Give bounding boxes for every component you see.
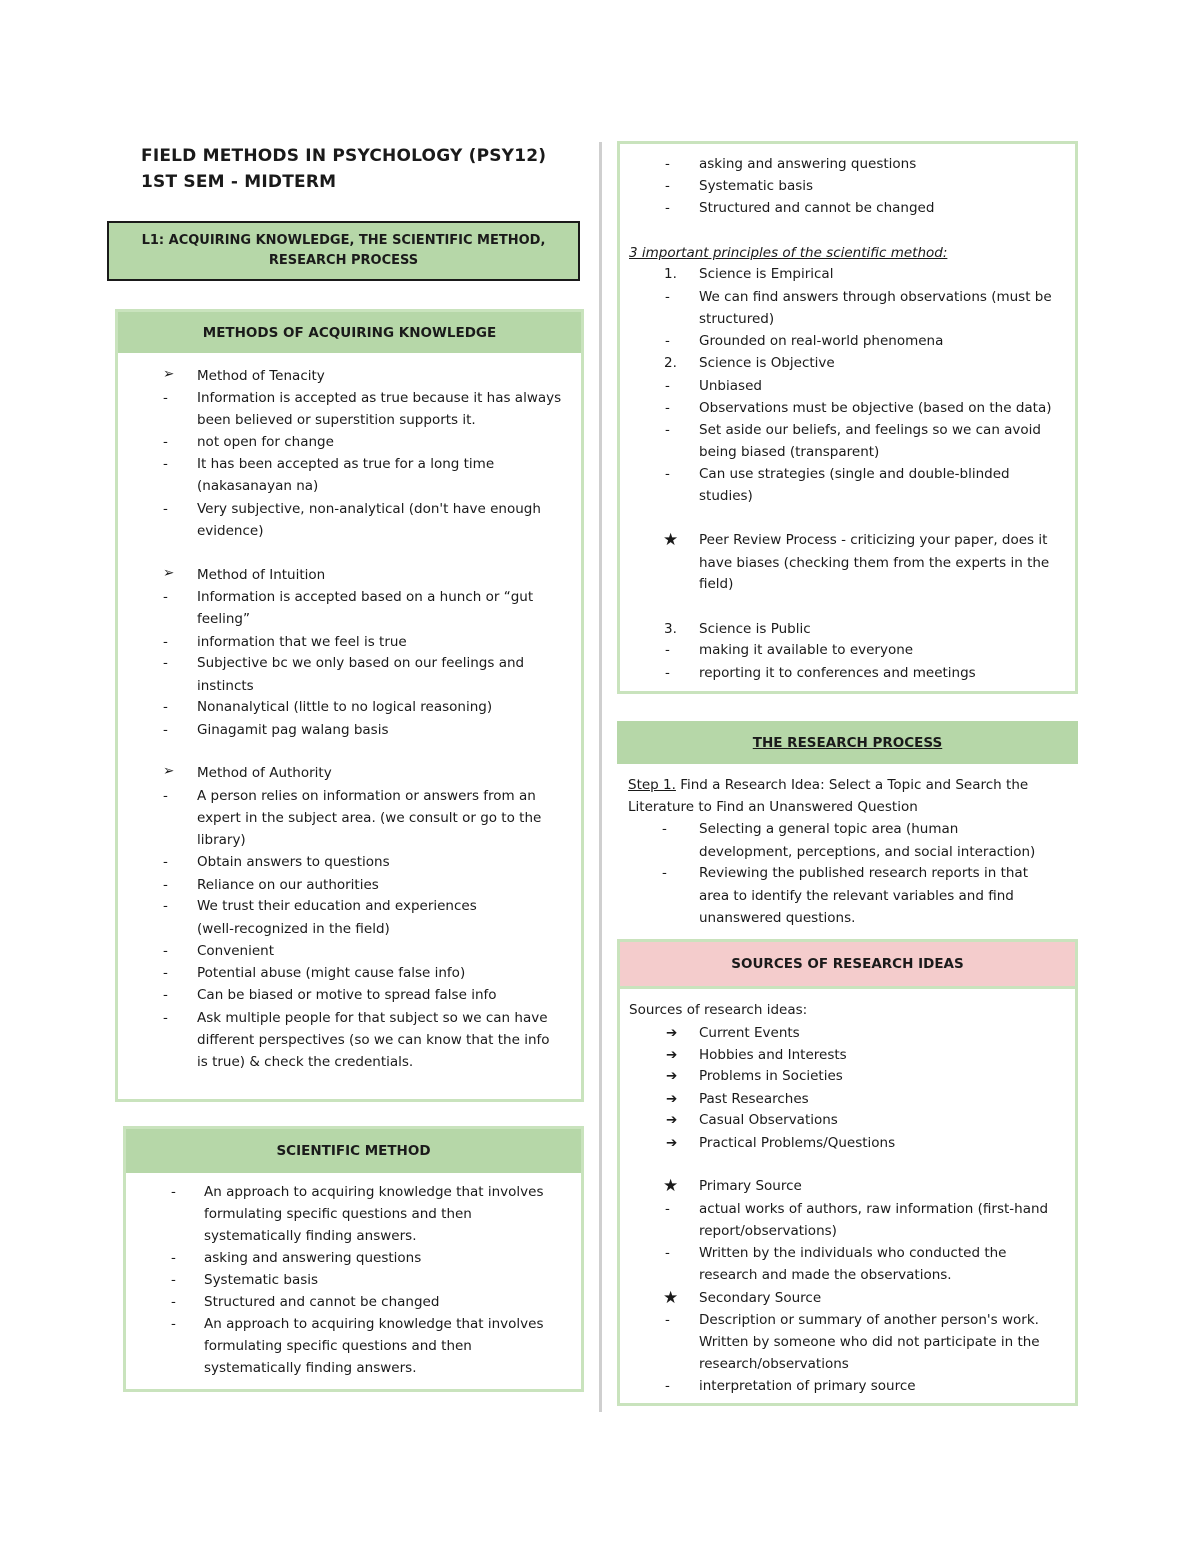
title-line-2: 1ST SEM - MIDTERM <box>141 172 337 192</box>
dash-bullet: - <box>665 665 670 681</box>
lesson-title-box <box>107 221 580 281</box>
arrowhead-bullet-icon: ➢ <box>163 763 175 779</box>
scientific-method-panel <box>123 1126 584 1392</box>
dash-bullet: - <box>163 898 168 914</box>
dash-bullet: - <box>163 456 168 472</box>
dash-bullet: - <box>665 378 670 394</box>
scientific-line: formulating specific questions and then <box>204 1338 472 1354</box>
primary-source-line: research and made the observations. <box>699 1267 952 1283</box>
step-1-line-2: Literature to Find an Unanswered Question <box>628 799 918 815</box>
authority-line: expert in the subject area. (we consult or go to the <box>197 810 542 826</box>
dash-bullet: - <box>665 400 670 416</box>
dash-bullet: - <box>163 501 168 517</box>
sources-panel <box>617 939 1078 1406</box>
dash-bullet: - <box>665 333 670 349</box>
sources-intro: Sources of research ideas: <box>629 1002 808 1018</box>
lesson-title-line-1: L1: ACQUIRING KNOWLEDGE, THE SCIENTIFIC METHOD, <box>141 233 546 248</box>
tenacity-line: Very subjective, non-analytical (don't have enough <box>197 501 541 517</box>
intuition-line: Information is accepted based on a hunch or “gut <box>197 589 534 605</box>
arrowhead-bullet-icon: ➢ <box>163 565 175 581</box>
continued-line: Systematic basis <box>699 178 814 194</box>
peer-review-line: have biases (checking them from the experts in the <box>699 555 1050 571</box>
source-item: Current Events <box>699 1025 800 1041</box>
principle-1-line: Grounded on real-world phenomena <box>699 333 944 349</box>
tenacity-line: Information is accepted as true because it has always <box>197 390 562 406</box>
authority-line: different perspectives (so we can know that the info <box>197 1032 550 1048</box>
secondary-source-title: Secondary Source <box>699 1290 822 1306</box>
tenacity-line: evidence) <box>197 523 264 539</box>
tenacity-line: (nakasanayan na) <box>197 478 319 494</box>
research-process-body <box>617 764 1078 934</box>
peer-review-line: Peer Review Process - criticizing your paper, does it <box>699 532 1048 548</box>
column-divider <box>599 142 602 1412</box>
research-process-heading-text: THE RESEARCH PROCESS <box>752 734 943 751</box>
method-authority-title: Method of Authority <box>197 765 332 781</box>
method-intuition-title: Method of Intuition <box>197 567 326 583</box>
dash-bullet: - <box>163 854 168 870</box>
secondary-source-line: Written by someone who did not participate in the <box>699 1334 1040 1350</box>
source-item: Casual Observations <box>699 1112 838 1128</box>
dash-bullet: - <box>662 865 667 881</box>
step-1-text: Find a Research Idea: Select a Topic and Search the <box>675 777 1029 793</box>
step-1-line <box>628 774 1028 796</box>
authority-line: Convenient <box>197 943 274 959</box>
principle-2-line: Unbiased <box>699 378 762 394</box>
research-line: Reviewing the published research reports in that <box>699 865 1028 881</box>
dash-bullet: - <box>163 634 168 650</box>
source-item: Hobbies and Interests <box>699 1047 847 1063</box>
tenacity-line: not open for change <box>197 434 334 450</box>
scientific-line: systematically finding answers. <box>204 1360 417 1376</box>
authority-line: is true) & check the credentials. <box>197 1054 414 1070</box>
dash-bullet: - <box>665 422 670 438</box>
scientific-line: Structured and cannot be changed <box>204 1294 440 1310</box>
dash-bullet: - <box>163 965 168 981</box>
method-tenacity-title: Method of Tenacity <box>197 368 325 384</box>
principle-2-line: studies) <box>699 488 753 504</box>
principle-3-title: Science is Public <box>699 621 811 637</box>
dash-bullet: - <box>163 699 168 715</box>
authority-line: Potential abuse (might cause false info) <box>197 965 466 981</box>
dash-bullet: - <box>171 1294 176 1310</box>
source-item: Practical Problems/Questions <box>699 1135 896 1151</box>
scientific-principles-panel <box>617 141 1078 694</box>
methods-heading: METHODS OF ACQUIRING KNOWLEDGE <box>118 312 581 353</box>
dash-bullet: - <box>665 1201 670 1217</box>
dash-bullet: - <box>665 156 670 172</box>
primary-source-line: Written by the individuals who conducted the <box>699 1245 1007 1261</box>
step-1-label: Step 1. <box>628 777 676 793</box>
intuition-line: Subjective bc we only based on our feelings and <box>197 655 525 671</box>
continued-line: Structured and cannot be changed <box>699 200 935 216</box>
arrow-right-icon: ➔ <box>666 1025 678 1041</box>
authority-line: Can be biased or motive to spread false info <box>197 987 497 1003</box>
intuition-line: instincts <box>197 678 254 694</box>
methods-panel <box>115 309 584 1102</box>
dash-bullet: - <box>163 722 168 738</box>
dash-bullet: - <box>665 1245 670 1261</box>
source-item: Past Researches <box>699 1091 809 1107</box>
title-line-1: FIELD METHODS IN PSYCHOLOGY (PSY12) <box>141 146 547 166</box>
authority-line: library) <box>197 832 246 848</box>
lesson-title-line-2: RESEARCH PROCESS <box>268 253 419 268</box>
dash-bullet: - <box>171 1250 176 1266</box>
principle-2-line: Observations must be objective (based on the data) <box>699 400 1052 416</box>
scientific-line: systematically finding answers. <box>204 1228 417 1244</box>
dash-bullet: - <box>163 1010 168 1026</box>
intuition-line: Nonanalytical (little to no logical reasoning) <box>197 699 493 715</box>
secondary-source-line: research/observations <box>699 1356 849 1372</box>
dash-bullet: - <box>163 589 168 605</box>
dash-bullet: - <box>163 390 168 406</box>
star-bullet-icon: ★ <box>663 1288 679 1308</box>
dash-bullet: - <box>662 821 667 837</box>
dash-bullet: - <box>163 788 168 804</box>
continued-line: asking and answering questions <box>699 156 917 172</box>
scientific-line: formulating specific questions and then <box>204 1206 472 1222</box>
principles-title: 3 important principles of the scientific method: <box>629 245 948 261</box>
authority-line: Reliance on our authorities <box>197 877 379 893</box>
dash-bullet: - <box>163 655 168 671</box>
principle-3-line: making it available to everyone <box>699 642 914 658</box>
primary-source-title: Primary Source <box>699 1178 802 1194</box>
secondary-source-line: Description or summary of another person's work. <box>699 1312 1039 1328</box>
arrow-right-icon: ➔ <box>666 1112 678 1128</box>
arrow-right-icon: ➔ <box>666 1091 678 1107</box>
peer-review-line: field) <box>699 576 734 592</box>
authority-line: Obtain answers to questions <box>197 854 390 870</box>
intuition-line: information that we feel is true <box>197 634 407 650</box>
dash-bullet: - <box>665 1312 670 1328</box>
scientific-method-heading: SCIENTIFIC METHOD <box>126 1129 581 1173</box>
scientific-line: asking and answering questions <box>204 1250 422 1266</box>
tenacity-line: It has been accepted as true for a long time <box>197 456 495 472</box>
principle-number: 2. <box>664 355 677 371</box>
principle-2-line: being biased (transparent) <box>699 444 880 460</box>
scientific-line: An approach to acquiring knowledge that involves <box>204 1316 544 1332</box>
principle-1-line: structured) <box>699 311 775 327</box>
authority-line: (well-recognized in the field) <box>197 921 390 937</box>
research-process-heading <box>617 721 1078 764</box>
arrowhead-bullet-icon: ➢ <box>163 366 175 382</box>
intuition-line: Ginagamit pag walang basis <box>197 722 389 738</box>
sources-heading: SOURCES OF RESEARCH IDEAS <box>620 942 1075 989</box>
principle-2-line: Can use strategies (single and double-blinded <box>699 466 1010 482</box>
principle-1-line: We can find answers through observations (must be <box>699 289 1052 305</box>
dash-bullet: - <box>163 943 168 959</box>
research-line: area to identify the relevant variables and find <box>699 888 1014 904</box>
principle-3-line: reporting it to conferences and meetings <box>699 665 976 681</box>
dash-bullet: - <box>163 434 168 450</box>
dash-bullet: - <box>171 1316 176 1332</box>
arrow-right-icon: ➔ <box>666 1047 678 1063</box>
source-item: Problems in Societies <box>699 1068 843 1084</box>
intuition-line: feeling” <box>197 611 250 627</box>
dash-bullet: - <box>665 642 670 658</box>
document-title <box>141 143 546 195</box>
primary-source-line: report/observations) <box>699 1223 837 1239</box>
primary-source-line: actual works of authors, raw information (first-hand <box>699 1201 1049 1217</box>
dash-bullet: - <box>163 987 168 1003</box>
authority-line: We trust their education and experiences <box>197 898 477 914</box>
scientific-line: An approach to acquiring knowledge that involves <box>204 1184 544 1200</box>
arrow-right-icon: ➔ <box>666 1135 678 1151</box>
principle-number: 3. <box>664 621 677 637</box>
dash-bullet: - <box>163 877 168 893</box>
dash-bullet: - <box>665 1378 670 1394</box>
tenacity-line: been believed or superstition supports it. <box>197 412 476 428</box>
star-bullet-icon: ★ <box>663 530 679 550</box>
star-bullet-icon: ★ <box>663 1176 679 1196</box>
research-line: development, perceptions, and social interaction) <box>699 844 1036 860</box>
principle-number: 1. <box>664 266 677 282</box>
authority-line: A person relies on information or answers from an <box>197 788 536 804</box>
dash-bullet: - <box>665 200 670 216</box>
principle-2-title: Science is Objective <box>699 355 835 371</box>
research-line: Selecting a general topic area (human <box>699 821 959 837</box>
principle-1-title: Science is Empirical <box>699 266 834 282</box>
research-line: unanswered questions. <box>699 910 856 926</box>
scientific-line: Systematic basis <box>204 1272 319 1288</box>
dash-bullet: - <box>171 1184 176 1200</box>
dash-bullet: - <box>665 289 670 305</box>
dash-bullet: - <box>665 466 670 482</box>
secondary-source-line: interpretation of primary source <box>699 1378 916 1394</box>
authority-line: Ask multiple people for that subject so we can have <box>197 1010 548 1026</box>
arrow-right-icon: ➔ <box>666 1068 678 1084</box>
principle-2-line: Set aside our beliefs, and feelings so we can avoid <box>699 422 1042 438</box>
dash-bullet: - <box>171 1272 176 1288</box>
dash-bullet: - <box>665 178 670 194</box>
